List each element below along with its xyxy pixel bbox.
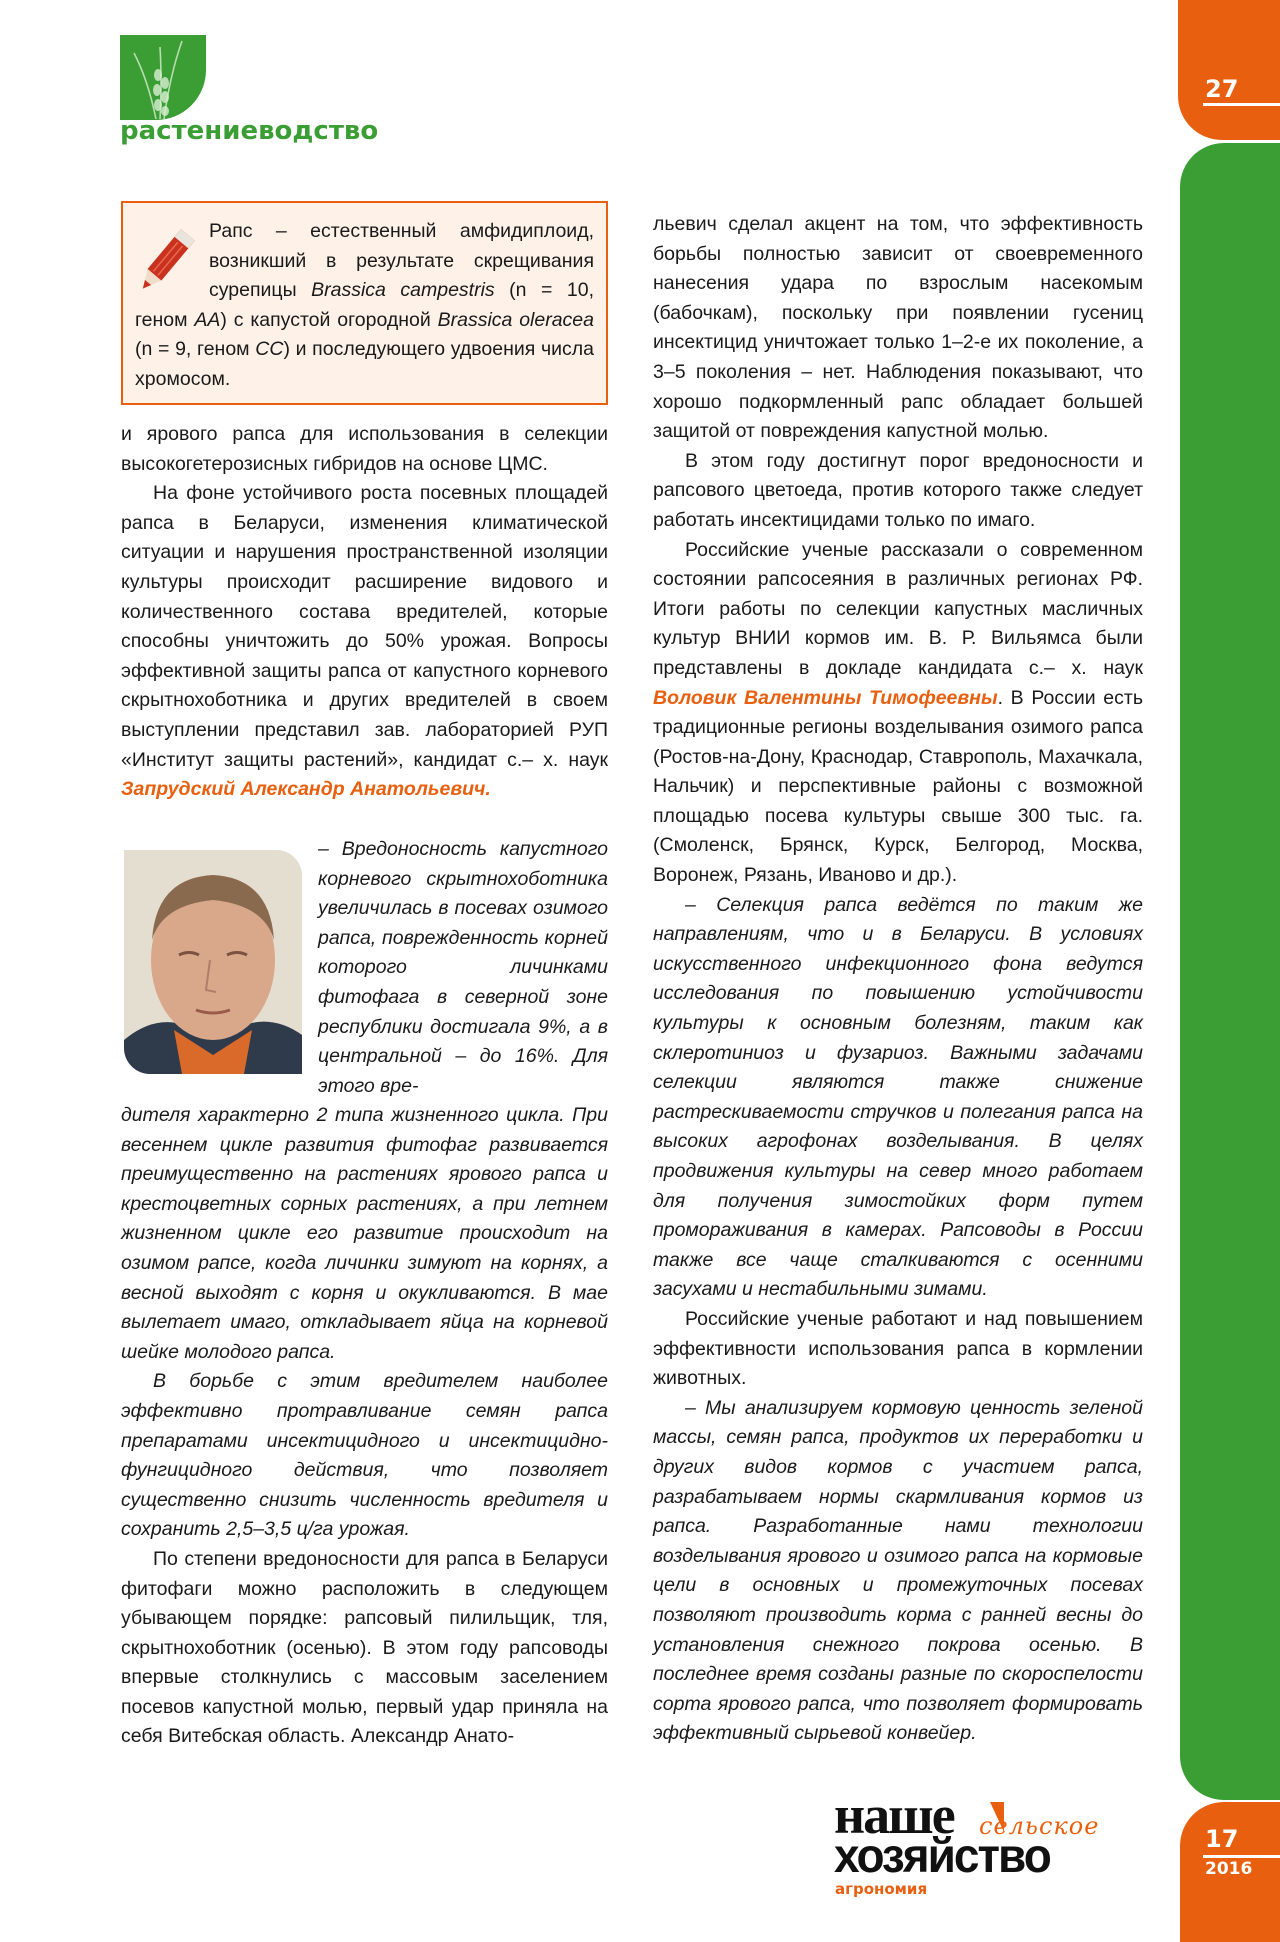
note-text-4: (n = 9, геном	[135, 338, 256, 361]
right-paragraph-5: Российские ученые работают и над повышением эффективности использования рапса в кормлении животных.	[653, 1307, 1143, 1390]
note-text-5: ) и последующего удвоения числа хромосом.	[135, 338, 594, 390]
right-column	[653, 210, 1143, 1749]
speaker-name-zaprudsky: Запрудский Александр Анатольевич.	[121, 778, 491, 801]
left-paragraph-2-text: На фоне устойчивого роста посевных площадей рапса в Беларуси, изменения климатической ситуации и нарушения пространственной изоляции культуры происходит расширение видового и количественного состава вредителей, которые способны уничтожить до 50% урожая. Вопросы эффективной защиты рапса от капустного корневого скрытнохоботника и других вредителей в своем выступлении представил зав. лабораторией РУП «Институт защиты растений», кандидат с.– х. наук	[121, 482, 608, 771]
note-species-2: Brassica oleracea	[437, 308, 594, 331]
page-number-underline	[1203, 103, 1280, 106]
issue-year: 2016	[1205, 1859, 1253, 1879]
right-paragraph-1: льевич сделал акцент на том, что эффективность борьбы полностью зависит от своевременного нанесения удара по взрослым насекомым (бабочкам), поскольку при появлении гусениц инсектицид уничтожает только 1–2-е их поколение, а 3–5 поколения – нет. Наблюдения показывают, что хорошо подкормленный рапс обладает большей защитой от повреждения капустной молью.	[653, 213, 1143, 443]
wheat-icon	[120, 35, 206, 120]
speaker-name-volovik: Воловик Валентины Тимофеевны	[653, 686, 998, 709]
note-genome-2: CC	[255, 338, 284, 361]
issue-divider	[1203, 1855, 1280, 1858]
page-number-tab	[1178, 0, 1280, 140]
issue-number: 17	[1205, 1825, 1239, 1853]
pencil-icon	[135, 221, 197, 301]
left-column-continued	[121, 1101, 608, 1752]
quote-beside-photo: – Вредоносность капустного корневого скрытнохоботника увеличилась в посевах озимого рапса, поврежденность корней которого личинками фитофага в северной зоне республики достигала 9%, а в центральной – до 16%. Для этого вре-	[318, 838, 608, 1097]
note-box	[121, 201, 608, 405]
right-paragraph-3-text: Российские ученые рассказали о современном состоянии рапсосеяния в различных регионах РФ. Итоги работы по селекции капустных масличных культур ВНИИ кормов им. В. Р. Вильямса были представлены в докладе кандидата с.– х. наук	[653, 538, 1143, 679]
right-italic-paragraph-2: – Мы анализируем кормовую ценность зеленой массы, семян рапса, продуктов их переработки и других видов кормов с участием рапса, разрабатываем нормы скармливания кормов из рапса. Разработанные нами технологии возделывания ярового и озимого рапса на кормовые цели в основных и промежуточных посевах позволяют производить корма с ранней весны до установления снежного покрова осенью. В последнее время созданы разные по скороспелости сорта ярового рапса, что позволяет формировать эффективный сырьевой конвейер.	[653, 1396, 1143, 1745]
note-text-1: Рапс – естественный амфидиплоид, возникший в результате скрещивания сурепицы	[209, 220, 594, 302]
left-italic-paragraph: В борьбе с этим вредителем наиболее эффективно протравливание семян рапса препаратами инсектицидного и инсектицидно-фунгицидного действия, что позволяет существенно снизить численность вредителя и сохранить 2,5–3,5 ц/га урожая.	[121, 1370, 608, 1541]
page-number: 27	[1205, 75, 1239, 103]
note-genome-1: AA	[194, 308, 221, 331]
right-paragraph-3-rest: . В России есть традиционные регионы возделывания озимого рапса (Ростов-на-Дону, Краснодар, Ставрополь, Махачкала, Нальчик) и перспективные районы с возможной площадью посева культуры свыше 300 тыс. га. (Смоленск, Брянск, Курск, Белгород, Москва, Воронеж, Рязань, Иваново и др.).	[653, 686, 1143, 887]
left-paragraph-2	[121, 479, 608, 805]
right-italic-paragraph-1: – Селекция рапса ведётся по таким же направлениям, что и в Беларуси. В условиях искусственного инфекционного фона ведутся исследования по повышению устойчивости культуры к основным болезням, таким как склеротиниоз и фузариоз. Важными задачами селекции являются также снижение растрескиваемости стручков и полегания рапса на высоких агрофонах возделывания. В целях продвижения культуры на север много работаем для получения зимостойких форм путем промораживания в камерах. Рапсоводы в России также все чаще сталкиваются с осенними засухами и нестабильными зимами.	[653, 893, 1143, 1301]
magazine-logo	[834, 1785, 1154, 1900]
note-species-1: Brassica campestris	[311, 279, 495, 302]
magazine-logo-script: сельское	[979, 1812, 1100, 1840]
right-paragraph-2: В этом году достигнут порог вредоносности и рапсового цветоеда, против которого также следует работать инсектицидами только по имаго.	[653, 449, 1143, 531]
note-text-2: (n = 10, геном	[135, 279, 594, 331]
magazine-logo-line2: хозяйство	[834, 1827, 1050, 1883]
note-text-3: ) с капустой огородной	[220, 308, 438, 331]
right-paragraph-3	[653, 536, 1143, 891]
magazine-logo-subtitle: агрономия	[835, 1880, 928, 1898]
speaker-photo	[124, 850, 302, 1074]
left-last-paragraph: По степени вредоносности для рапса в Беларуси фитофаги можно расположить в следующем убывающем порядке: рапсовый пилильщик, тля, скрытнохоботник (осенью). В этом году рапсоводы впервые столкнулись с массовым заселением посевов капустной молью, первый удар приняла на себя Витебская область. Александр Анато-	[121, 1547, 608, 1748]
magazine-logo-line1: наше	[834, 1785, 954, 1845]
quote-continued: дителя характерно 2 типа жизненного цикла. При весеннем цикле развития фитофаг развивается преимущественно на растениях ярового рапса и крестоцветных сорных растениях, а при летнем жизненном цикле его развитие происходит на озимом рапсе, когда личинки зимуют на корнях, а весной выходят с корня и окукливаются. В мае вылетает имаго, откладывает яйца на корневой шейке молодого рапса.	[121, 1104, 608, 1363]
left-paragraph-1: и ярового рапса для использования в селекции высокогетерозисных гибридов на основе ЦМС.	[121, 423, 608, 475]
side-green-band	[1180, 143, 1280, 1800]
left-column	[121, 420, 608, 805]
section-title: растениеводство	[120, 116, 379, 146]
